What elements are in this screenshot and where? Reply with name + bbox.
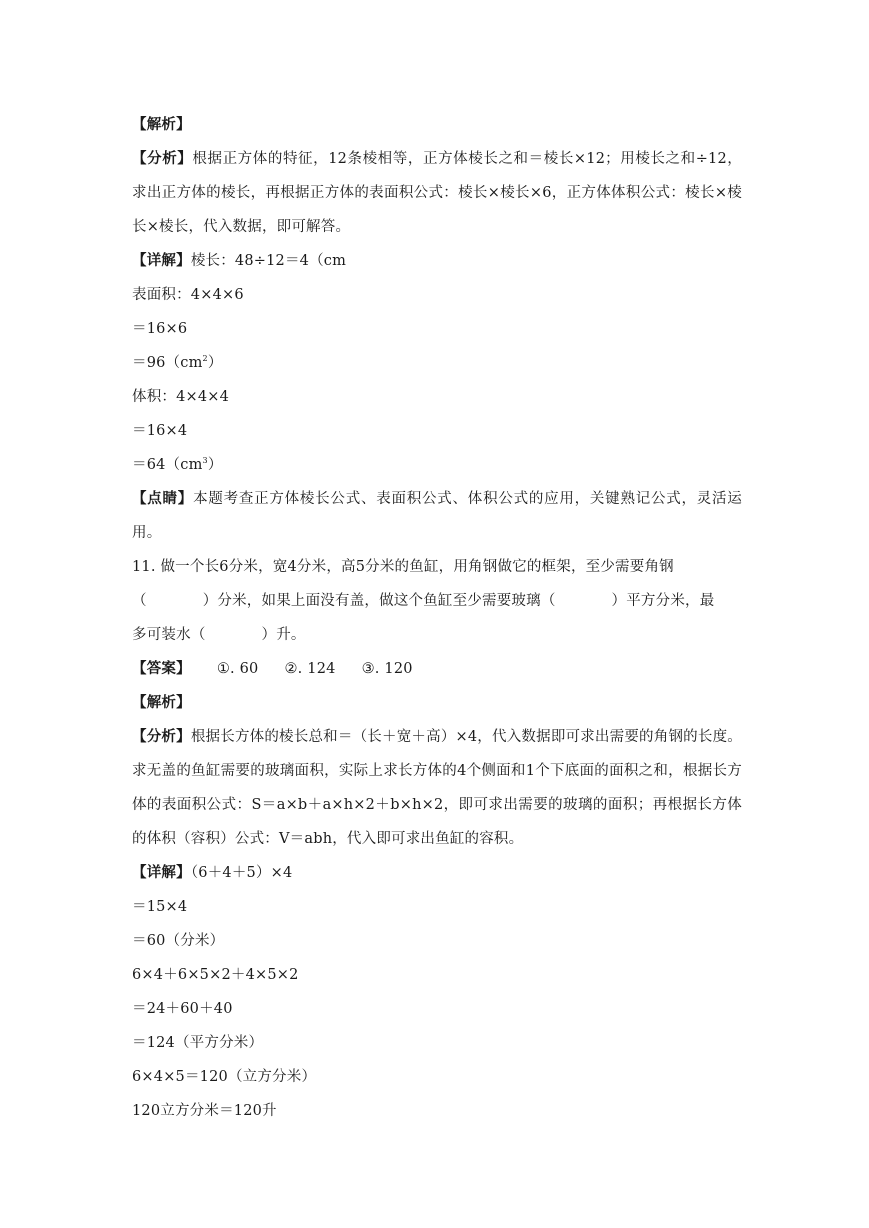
document-page bbox=[132, 108, 742, 1128]
perimeter-step: （6＋4＋5）×4 bbox=[190, 865, 293, 881]
question-text-d: 多可装水 bbox=[132, 627, 191, 643]
edge-length-step: 棱长：48÷12＝4（cm bbox=[190, 253, 347, 269]
fenxi-label: 【分析】 bbox=[132, 150, 193, 167]
calc-line: ＝15×4 bbox=[132, 899, 188, 915]
xiangjie-label: 【详解】 bbox=[132, 252, 191, 269]
fenxi-text: 根据正方体的特征，12条棱相等，正方体棱长之和＝棱长×12；用棱长之和÷12，求出正方体的棱长，再根据正方体的表面积公式：棱长×棱长×6，正方体体积公式：棱长×棱长×棱长，代入数据，即可解答。 bbox=[132, 151, 742, 235]
calc-line: ＝24＋60＋40 bbox=[132, 1001, 233, 1017]
xiangjie-label: 【详解】 bbox=[132, 864, 191, 881]
question-text-c: 平方分米，最 bbox=[626, 593, 715, 609]
answer-label: 【答案】 bbox=[132, 660, 191, 677]
xiangjie-line-2 bbox=[132, 856, 742, 890]
dianjing-paragraph bbox=[132, 482, 742, 550]
calc-line: ＝60（分米） bbox=[132, 933, 225, 949]
calc-line: 120立方分米＝120升 bbox=[132, 1103, 277, 1119]
calc-line: ＝124（平方分米） bbox=[132, 1035, 264, 1051]
question-11: 11. 做一个长6分米，宽4分米，高5分米的鱼缸，用角钢做它的框架，至少需要角钢 （ ）分米，如果上面没有盖，做这个鱼缸至少需要玻璃（ ）平方分米，最 多可装水（ ）升。 bbox=[132, 559, 715, 643]
cube-exponent: 3 bbox=[202, 456, 208, 465]
answer-item: ②. 124 bbox=[284, 661, 336, 677]
jiexi-heading-1 bbox=[132, 108, 742, 142]
volume-result-line: $=64(cm^3)$ bbox=[132, 456, 223, 473]
answer-item: ③. 120 bbox=[361, 661, 413, 677]
calc-line: ＝16×6 bbox=[132, 321, 188, 337]
question-text-b: 分米，如果上面没有盖，做这个鱼缸至少需要玻璃 bbox=[217, 593, 541, 609]
fenxi-label: 【分析】 bbox=[132, 728, 191, 745]
dianjing-label: 【点睛】 bbox=[132, 490, 194, 507]
calc-line: ＝16×4 bbox=[132, 423, 188, 439]
question-number: 11. bbox=[132, 559, 156, 575]
answer-line bbox=[132, 652, 742, 686]
fenxi-paragraph-2 bbox=[132, 720, 742, 856]
square-exponent: 2 bbox=[202, 354, 208, 363]
jiexi-label: 【解析】 bbox=[132, 116, 191, 133]
answer-item: ①. 60 bbox=[216, 661, 259, 677]
question-text-e: 升。 bbox=[276, 627, 306, 643]
jiexi-label: 【解析】 bbox=[132, 694, 191, 711]
xiangjie-line-1 bbox=[132, 244, 742, 278]
calc-line: 6×4＋6×5×2＋4×5×2 bbox=[132, 967, 299, 983]
question-text-a: 做一个长6分米，宽4分米，高5分米的鱼缸，用角钢做它的框架，至少需要角钢 bbox=[160, 559, 674, 575]
calc-line: 体积：4×4×4 bbox=[132, 389, 230, 405]
fenxi-text: 根据长方体的棱长总和＝（长＋宽＋高）×4，代入数据即可求出需要的角钢的长度。求无盖的鱼缸需要的玻璃面积，实际上求长方体的4个侧面和1个下底面的面积之和，根据长方体的表面积公式：S＝a×b＋a×h×2＋b×h×2，即可求出需要的玻璃的面积；再根据长方体的体积（容积）公式：V＝abh，代入即可求出鱼缸的容积。 bbox=[132, 729, 742, 847]
jiexi-heading-2 bbox=[132, 686, 742, 720]
fenxi-paragraph-1 bbox=[132, 142, 742, 244]
dianjing-text: 本题考查正方体棱长公式、表面积公式、体积公式的应用，关键熟记公式，灵活运用。 bbox=[132, 491, 742, 541]
calc-line: 表面积：4×4×6 bbox=[132, 287, 244, 303]
area-result-line: $=96(cm^2)$ bbox=[132, 354, 223, 371]
calc-line: 6×4×5＝120（立方分米） bbox=[132, 1069, 317, 1085]
